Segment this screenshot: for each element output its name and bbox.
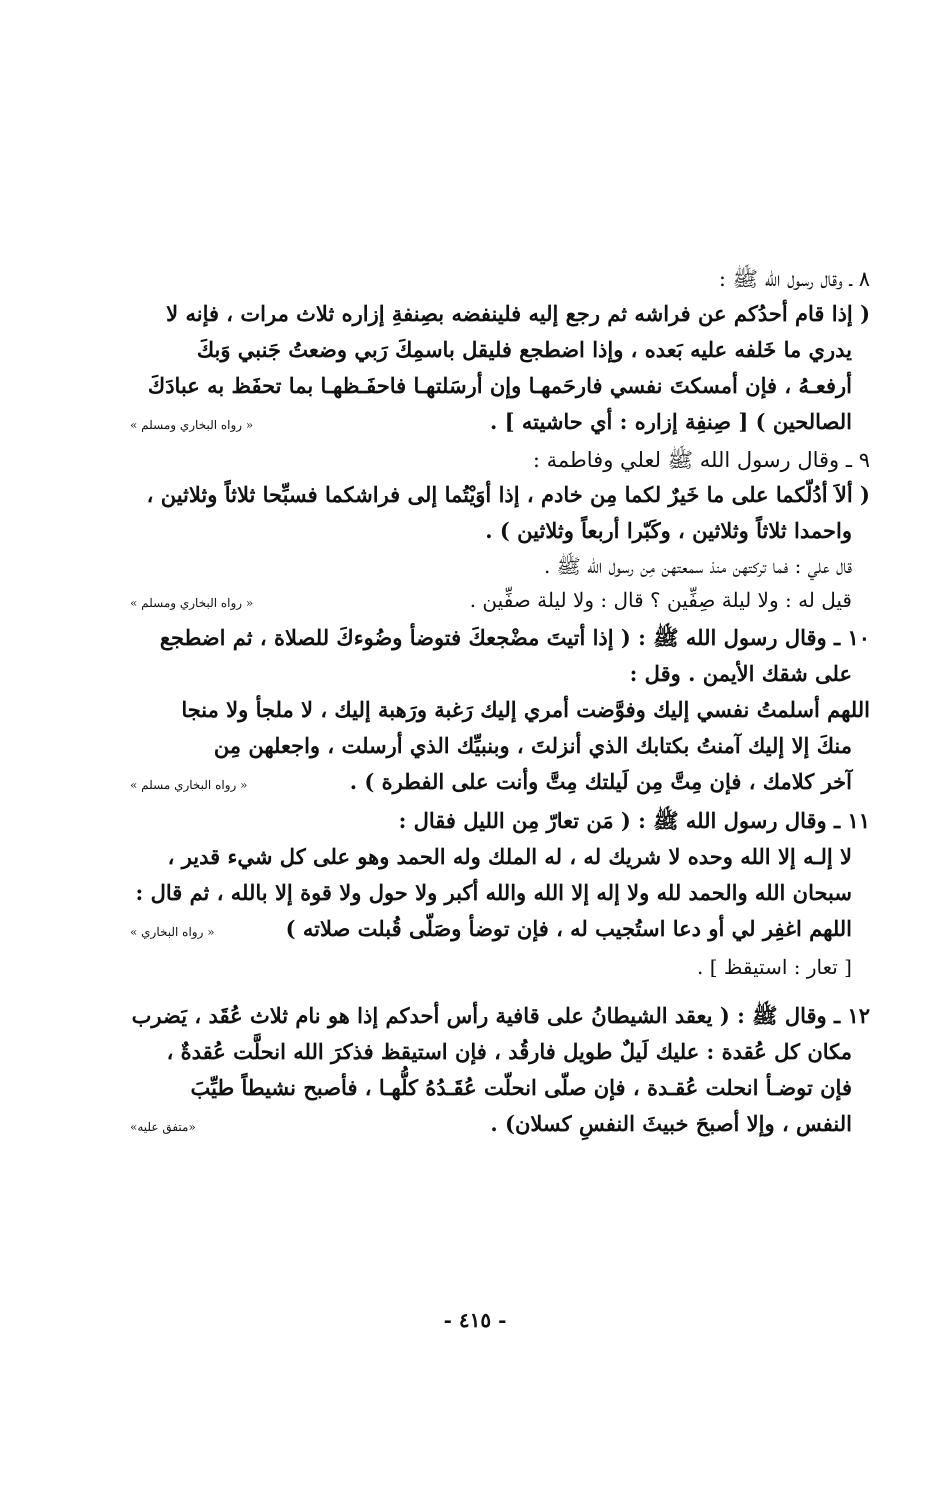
hadith-11-header: ١١ ـ وقال رسول الله ﷺ : ( مَن تعارّ مِن الليل فقال : xyxy=(398,808,870,833)
hadith-8-line-3: أرفعـهُ ، فإن أمسكتَ نفسي فارحَمهـا وإن أرسَلتهـا فاحفَـظهـا بما تحفَظ به عبادَكَ xyxy=(147,373,852,398)
hadith-8-line-1: ( إذا قام أحدُكم عن فراشه ثم رجع إليه فلينفضه بصِنفةِ إزاره ثلاث مرات ، فإنه لا xyxy=(166,301,870,326)
hadith-9-source: « رواه البخاري ومسلم » xyxy=(130,596,254,610)
hadith-11 xyxy=(130,803,870,984)
hadith-10-last-row xyxy=(130,764,870,803)
hadith-12-last-line: النفس ، وإلا أصبحَ خبيثَ النفسِ كسلان) . xyxy=(490,1111,852,1136)
hadith-11-source: « رواه البخاري » xyxy=(130,925,215,939)
hadith-8-last-row xyxy=(130,404,870,443)
hadith-11-last-line: اللهم اغفِر لي أو دعا استُجيب له ، فإن توضأ وصَلّى قُبلت صلاته ) xyxy=(285,916,852,941)
hadith-10-source: « رواه البخاري مسلم » xyxy=(130,778,248,792)
hadith-8-line-2: يدري ما خَلفه عليه بَعده ، وإذا اضطجع فليقل باسمِكَ رَبي وضعتُ جَنبي وَبكَ xyxy=(196,337,852,362)
hadith-10-header: ١٠ ـ وقال رسول الله ﷺ : ( إذا أتيتَ مضْجعكَ فتوضأ وضُوءكَ للصلاة ، ثم اضطجع xyxy=(159,625,870,650)
hadith-12-line-2: فإن توضـأ انحلت عُقـدة ، فإن صلّى انحلّت عُقَـدُهُ كلُّهـا ، فأصبح نشيطاً طيِّبَ xyxy=(190,1075,852,1100)
page-number: - ٤١٥ - xyxy=(443,1308,507,1332)
hadith-10-header-2: على شقك الأيمن . وقل : xyxy=(629,661,852,686)
hadith-12-last-row xyxy=(130,1106,870,1145)
hadith-9-note-row xyxy=(130,583,870,620)
page-body xyxy=(130,262,870,1145)
hadith-9-line-2: واحمدا ثلاثاً وثلاثين ، وكَبّرا أربعاً وثلاثين ) . xyxy=(485,518,852,543)
hadith-12-header: ١٢ ـ وقال ﷺ : ( يعقد الشيطانُ على قافية رأس أحدكم إذا هو نام ثلاث عُقَد ، يَضرب xyxy=(131,1003,870,1028)
hadith-11-note: [ تعار : استيقظ ] . xyxy=(697,955,852,979)
hadith-12-source: «متفق عليه» xyxy=(130,1120,196,1134)
hadith-9-note-1: قال علي : فما تركتهن منذ سمعتهن مِن رسول الله ﷺ . xyxy=(543,554,852,578)
hadith-11-line-2: سبحان الله والحمد لله ولا إله إلا الله والله أكبر ولا حول ولا قوة إلا بالله ، ثم قال : xyxy=(135,880,852,905)
hadith-9-line-1: ( ألاَ أدُلّكما على ما خَيرٌ لكما مِن خادم ، إذا أوَيْتُما إلى فراشكما فسبِّحا ثلاثاً وثلاثين ، xyxy=(146,482,870,507)
hadith-10 xyxy=(130,620,870,803)
hadith-10-line-1: اللهم أسلمتُ نفسي إليك وفوَّضت أمري إليك رَغبة ورَهبة إليك ، لا ملجأ ولا منجا xyxy=(181,697,870,722)
hadith-8-header: ٨ ـ وقال رسول الله ﷺ : xyxy=(718,267,870,291)
hadith-11-line-1: لا إلـه إلا الله وحده لا شريك له ، له الملك وله الحمد وهو على كل شيء قدير ، xyxy=(167,844,852,869)
hadith-8-source: « رواه البخاري ومسلم » xyxy=(130,418,254,432)
hadith-12 xyxy=(130,998,870,1145)
hadith-8 xyxy=(130,262,870,443)
hadith-11-last-row xyxy=(130,911,870,950)
hadith-10-last-line: آخر كلامك ، فإن مِتَّ مِن لَيلتك مِتَّ وأنت على الفطرة ) . xyxy=(349,769,852,794)
hadith-8-last-line: الصالحين ) [ صِنفِة إزاره : أي حاشيته ] . xyxy=(490,409,852,434)
hadith-9-header: ٩ ـ وقال رسول الله ﷺ لعلي وفاطمة : xyxy=(532,448,870,472)
hadith-10-line-2: منكَ إلا إليك آمنتُ بكتابك الذي أنزلتَ ، وبنبيِّك الذي أرسلت ، واجعلهن مِن xyxy=(213,733,852,758)
hadith-9 xyxy=(130,443,870,620)
hadith-12-line-1: مكان كل عُقدة : عليك لَيلٌ طويل فارقُد ، فإن استيقظ فذكرَ الله انحلَّت عُقدةٌ ، xyxy=(166,1039,852,1064)
hadith-9-note-2: قيل له : ولا ليلة صِفِّين ؟ قال : ولا ليلة صفِّين . xyxy=(469,588,852,612)
